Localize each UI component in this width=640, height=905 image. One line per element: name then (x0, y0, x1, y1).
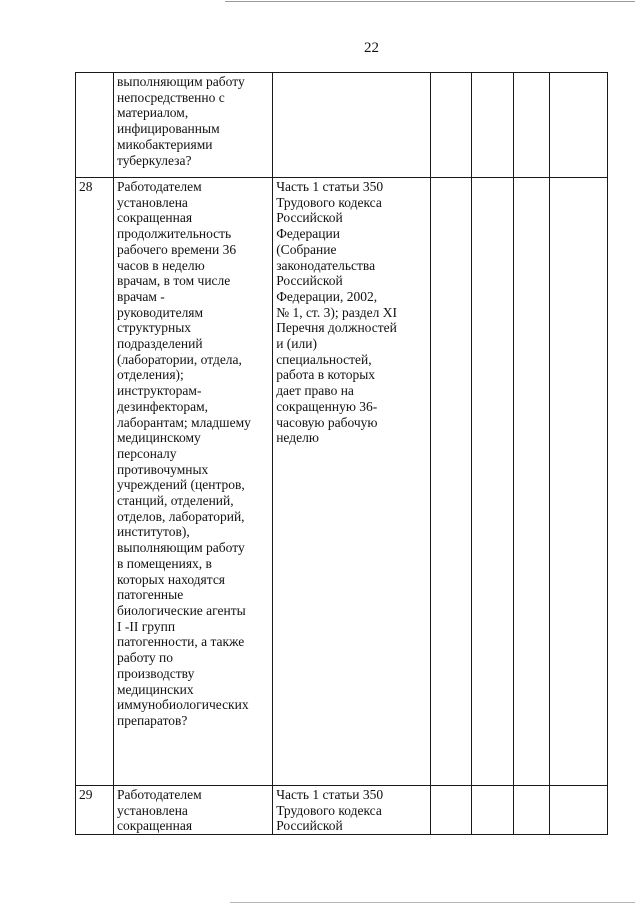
answer-no-cell (472, 73, 513, 178)
comment-cell (550, 73, 608, 178)
question-cell: Работодателем установлена сокращенная (114, 786, 273, 835)
answer-no-cell (472, 786, 513, 835)
legal-reference-cell (273, 73, 431, 178)
comment-cell (550, 786, 608, 835)
question-cell: выполняющим работу непосредственно с материалом, инфицированным микобактериями туберкулеза? (114, 73, 273, 178)
legal-reference-cell: Часть 1 статьи 350 Трудового кодекса Российской (273, 786, 431, 835)
scan-edge-line-bottom (230, 902, 635, 903)
answer-not-applicable-cell (513, 786, 550, 835)
answer-yes-cell (431, 73, 472, 178)
scan-edge-line-top (225, 1, 635, 2)
table-row (76, 73, 608, 178)
answer-yes-cell (431, 786, 472, 835)
comment-cell (550, 178, 608, 786)
row-number-cell (76, 73, 114, 178)
row-number-cell: 28 (76, 178, 114, 786)
answer-no-cell (472, 178, 513, 786)
table-row (76, 178, 608, 786)
answer-not-applicable-cell (513, 73, 550, 178)
table-row (76, 786, 608, 835)
row-number-cell: 29 (76, 786, 114, 835)
page-number: 22 (364, 40, 379, 56)
answer-yes-cell (431, 178, 472, 786)
checklist-table (75, 72, 608, 835)
answer-not-applicable-cell (513, 178, 550, 786)
legal-reference-cell: Часть 1 статьи 350 Трудового кодекса Российской Федерации (Собрание законодательства Российской Федерации, 2002, № 1, ст. 3); раздел XI Перечня должностей и (или) специальностей, работа в которых дает право на сокращенную 36- часовую рабочую неделю (273, 178, 431, 786)
question-cell: Работодателем установлена сокращенная продолжительность рабочего времени 36 часов в неделю врачам, в том числе врачам - руководителям структурных подразделений (лаборатории, отдела, отделения); инструкторам- дезинфекторам, лаборантам; младшему медицинскому персоналу противочумных учреждений (центров, станций, отделений, отделов, лабораторий, институтов), выполняющим работу в помещениях, в которых находятся патогенные биологические агенты I -II групп патогенности, а также работу по производству медицинских иммунобиологических препаратов? (114, 178, 273, 786)
